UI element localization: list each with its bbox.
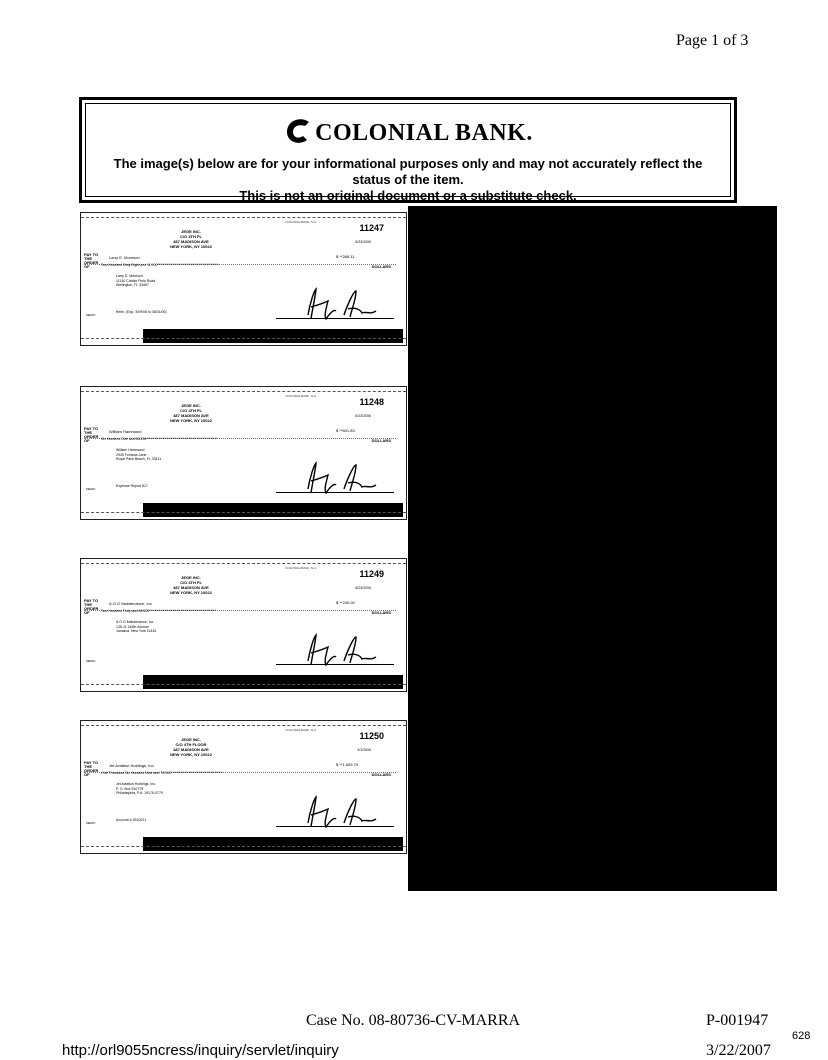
check-payee-address — [116, 448, 161, 462]
check-bank-name: COLONIAL BANK, N.A. — [285, 566, 317, 570]
check-number: 11247 — [359, 223, 384, 233]
check-image — [80, 558, 407, 692]
check-dollars-label: DOLLARS — [371, 438, 391, 443]
check-company-line: C/O 4TH FL — [180, 580, 202, 585]
notice-line-1: The image(s) below are for your informational purposes only and may not accurately reflect the — [113, 156, 703, 171]
check-amount: $ **601.83 — [336, 428, 355, 433]
check-payee: A.O.G Maintenance, Inc — [109, 601, 152, 606]
check-address-line: Larry E. Morrison — [116, 274, 143, 278]
check-company-line: 487 MADISON AVE — [173, 747, 209, 752]
check-bank-name: COLONIAL BANK, N.A. — [285, 728, 317, 732]
signature-icon — [296, 459, 386, 499]
check-payee-address — [116, 782, 163, 796]
check-address-line: 2945 Fontana Lane — [116, 452, 147, 457]
check-amount: $ **1,609.70 — [336, 762, 359, 767]
check-address-line: 11140 Cobble Field Road — [116, 278, 156, 283]
check-company-line: NEW YORK, NY 10022 — [170, 418, 212, 423]
check-company-line: 487 MADISON AVE — [173, 585, 209, 590]
check-perforation-bottom — [81, 684, 406, 691]
check-payee-address — [116, 274, 155, 288]
check-amount-words: Two Hundred Sixty Eight and 11/100********************************************* — [101, 263, 219, 267]
check-memo-text: Expense Report 817 — [116, 484, 148, 488]
check-company-line: C/O 4TH FL — [180, 408, 202, 413]
signature-icon — [296, 793, 386, 833]
check-address-line: Jamaica, New York 11434 — [116, 629, 157, 633]
check-address-line: A.O.G Maintenance, Inc — [116, 620, 154, 624]
case-number: Case No. 08-80736-CV-MARRA — [306, 1012, 521, 1029]
check-perforation-top — [81, 559, 406, 564]
check-perforation-top — [81, 387, 406, 392]
bank-logo — [86, 116, 730, 147]
check-memo-text: Account # 2610021 — [116, 818, 147, 822]
check-company-line: C/O 4TH FLOOR — [175, 742, 207, 747]
small-page-number: 628 — [792, 1030, 811, 1042]
check-address-line: Wellington, FL 33467 — [116, 283, 149, 287]
check-amount-words: One Thousand Six Hundred Nine and 70/100************************************** — [101, 771, 223, 775]
check-address-line: Philadelphia, P.A. 19175-0779 — [116, 791, 163, 795]
check-pay-to-label: PAY TO THE ORDER OF — [84, 760, 99, 777]
check-company-line: C/O 4TH FL — [180, 234, 202, 239]
check-payee: Larry E. Morrison — [109, 255, 140, 260]
check-amount-words: Two Hundred Forty and 00/100************************************************* — [101, 609, 216, 613]
check-date: 8/23/2006 — [355, 586, 371, 590]
check-perforation-bottom — [81, 846, 406, 853]
check-image — [80, 386, 407, 520]
notice-line-2: status of the item. — [352, 172, 464, 187]
check-company-line: NEW YORK, NY 10022 — [170, 244, 212, 249]
check-payee: William Hammond — [109, 429, 142, 434]
check-memo-label: MEMO — [86, 487, 96, 491]
check-company-line: 487 MADISON AVE — [173, 239, 209, 244]
check-address-line: Royal Palm Beach, FL 33411 — [116, 457, 162, 461]
check-company — [136, 737, 246, 757]
check-perforation-top — [81, 213, 406, 218]
banner-inner-border — [85, 103, 731, 203]
page-number-label: Page 1 of 3 — [676, 32, 749, 49]
check-company-line: JEGE INC. — [181, 575, 201, 580]
check-company-line: NEW YORK, NY 10022 — [170, 590, 212, 595]
check-company — [136, 229, 246, 249]
check-company-line: JEGE INC. — [181, 737, 201, 742]
check-bank-name: COLONIAL BANK, N.A. — [285, 220, 317, 224]
check-payee-address — [116, 620, 156, 634]
check-memo-label: MEMO — [86, 659, 96, 663]
check-dollars-label: DOLLARS — [371, 264, 391, 269]
check-pay-to-label: PAY TO THE ORDER OF — [84, 426, 99, 443]
check-memo-label: MEMO — [86, 313, 96, 317]
notice-text — [90, 156, 726, 204]
check-date: 9/1/2006 — [357, 748, 371, 752]
check-address-line: William Hammond — [116, 448, 145, 452]
check-amount-words: Six Hundred One and 83/100**************************************************** — [101, 437, 218, 441]
check-company-line: NEW YORK, NY 10022 — [170, 752, 212, 757]
check-company — [136, 575, 246, 595]
redacted-block — [408, 206, 777, 891]
check-pay-to-label: PAY TO THE ORDER OF — [84, 598, 99, 615]
signature-icon — [296, 631, 386, 671]
check-amount: $ **268.11 — [336, 254, 355, 259]
bank-logo-text: COLONIAL BANK. — [315, 120, 533, 146]
check-company-line: JEGE INC. — [181, 403, 201, 408]
bank-notice-banner — [79, 97, 737, 203]
check-company — [136, 403, 246, 423]
check-memo-label: MEMO — [86, 821, 96, 825]
check-address-line: Jet Aviation Holdings, Inc. — [116, 782, 157, 786]
check-number: 11250 — [359, 731, 384, 741]
check-bank-name: COLONIAL BANK, N.A. — [285, 394, 317, 398]
check-payee: Jet Aviation Holdings, Inc. — [109, 763, 155, 768]
print-date: 3/22/2007 — [706, 1042, 771, 1059]
exhibit-number: P-001947 — [706, 1012, 769, 1029]
check-perforation-bottom — [81, 512, 406, 519]
check-dollars-label: DOLLARS — [371, 610, 391, 615]
check-number: 11249 — [359, 569, 384, 579]
check-company-line: 487 MADISON AVE — [173, 413, 209, 418]
signature-icon — [296, 285, 386, 325]
check-number: 11248 — [359, 397, 384, 407]
check-address-line: P. O. Box 510779 — [116, 786, 144, 791]
check-amount: $ **240.00 — [336, 600, 355, 605]
check-image — [80, 212, 407, 346]
source-url: http://orl9055ncress/inquiry/servlet/inquiry — [62, 1042, 339, 1059]
check-memo-text: Reim. (Exp. 3/09/06 to 08/01/06) — [116, 310, 167, 314]
check-perforation-top — [81, 721, 406, 726]
check-address-line: 135-11 146th Avenue — [116, 624, 149, 629]
notice-line-3: This is not an original document or a substitute check. — [239, 188, 577, 203]
check-date: 8/23/2006 — [355, 240, 371, 244]
check-image — [80, 720, 407, 854]
check-perforation-bottom — [81, 338, 406, 345]
check-date: 8/23/2006 — [355, 414, 371, 418]
colonial-bank-logo-icon — [283, 116, 313, 146]
check-dollars-label: DOLLARS — [371, 772, 391, 777]
check-company-line: JEGE INC. — [181, 229, 201, 234]
check-pay-to-label: PAY TO THE ORDER OF — [84, 252, 99, 269]
